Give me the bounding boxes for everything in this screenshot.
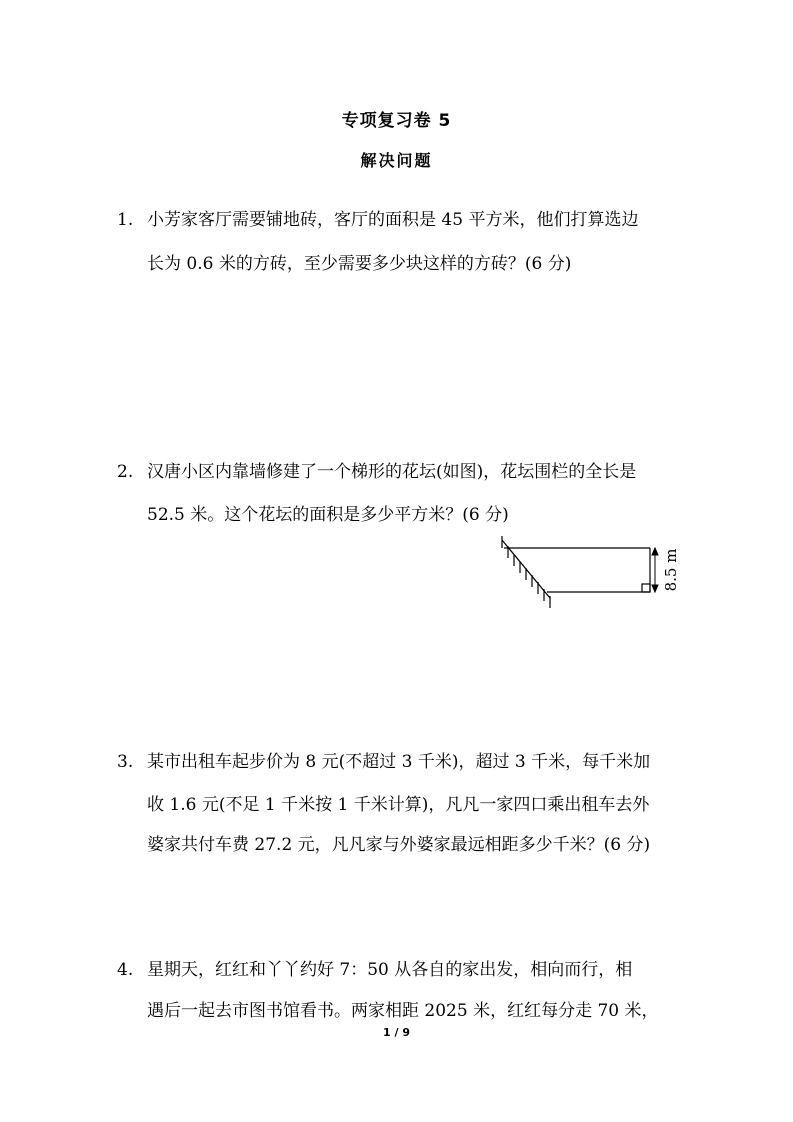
question-4-line-1 — [117, 958, 632, 982]
page-subtitle: 解决问题 — [360, 151, 433, 170]
question-1-line-2: 长为 0.6 米的方砖，至少需要多少块这样的方砖？(6 分) — [147, 254, 572, 274]
question-3-line-2: 收 1.6 元(不足 1 千米按 1 千米计算)，凡凡一家四口乘出租车去外 — [147, 795, 650, 815]
question-3-text: 某市出租车起步价为 8 元(不超过 3 千米)，超过 3 千米，每千米加 — [147, 752, 651, 772]
question-4-text: 星期天，红红和丫丫约好 7：50 从各自的家出发，相向而行，相 — [147, 960, 633, 980]
question-3-line-3: 婆家共付车费 27.2 元，凡凡家与外婆家最远相距多少千米？(6 分) — [147, 835, 651, 855]
wall-hatch — [502, 536, 550, 608]
question-2-line-2: 52.5 米。这个花坛的面积是多少平方米？(6 分) — [147, 505, 509, 525]
question-1-text: 小芳家客厅需要铺地砖，客厅的面积是 45 平方米，他们打算选边 — [147, 210, 639, 230]
question-4-line-2: 遇后一起去市图书馆看书。两家相距 2025 米，红红每分走 70 米， — [147, 1001, 659, 1021]
question-2-text: 汉唐小区内靠墙修建了一个梯形的花坛(如图)，花坛围栏的全长是 — [147, 462, 637, 482]
question-4-number: 4. — [117, 960, 134, 980]
question-3-number: 3. — [117, 752, 134, 772]
question-1-line-1 — [117, 208, 638, 232]
height-label: 8.5 m — [662, 548, 680, 592]
question-2-line-1 — [117, 460, 636, 484]
trapezoid-flowerbed-figure — [490, 532, 680, 617]
page-number: 1 / 9 — [383, 1026, 410, 1039]
question-1-number: 1. — [117, 210, 134, 230]
question-2-number: 2. — [117, 462, 134, 482]
page-title: 专项复习卷 5 — [341, 111, 452, 131]
question-3-line-1 — [117, 750, 650, 774]
height-dimension — [652, 548, 658, 592]
